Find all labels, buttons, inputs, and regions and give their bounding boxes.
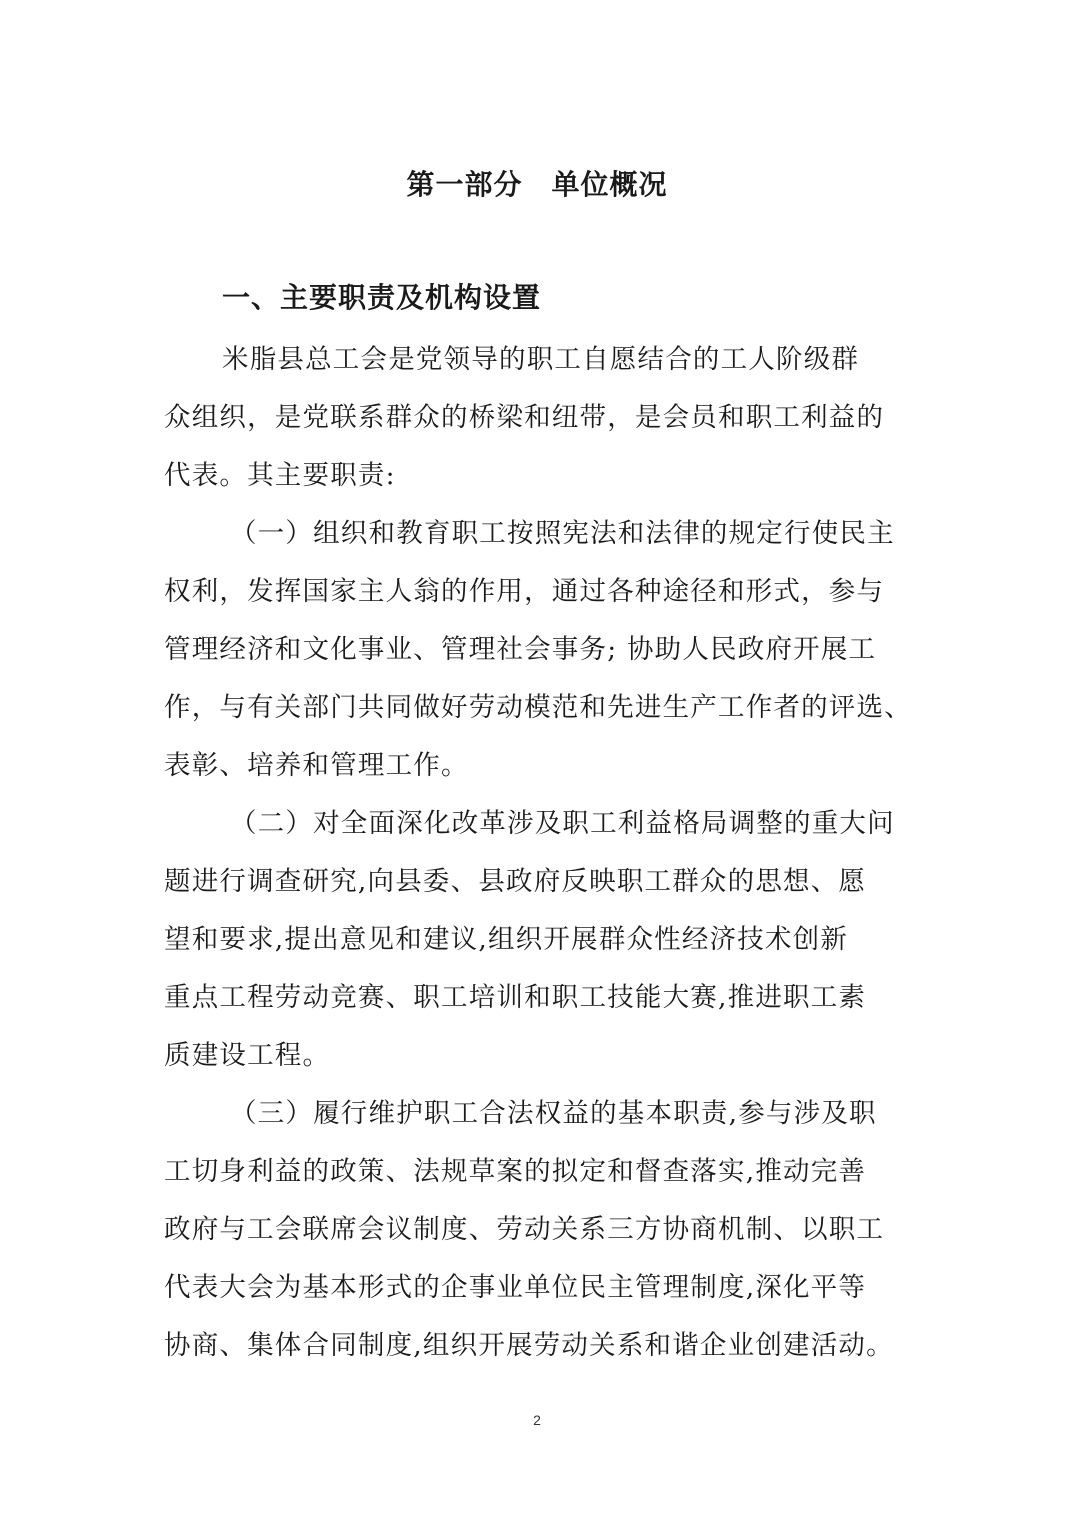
section-heading: 一、主要职责及机构设置: [222, 281, 542, 314]
paragraph-4-line-5: 协商、集体合同制度,组织开展劳动关系和谐企业创建活动。: [164, 1330, 894, 1361]
paragraph-1-line-2: 众组织，是党联系群众的桥梁和纽带，是会员和职工利益的: [164, 402, 885, 433]
paragraph-2-line-4: 作，与有关部门共同做好劳动模范和先进生产工作者的评选、: [164, 692, 912, 723]
paragraph-4-line-4: 代表大会为基本形式的企事业单位民主管理制度,深化平等: [164, 1272, 867, 1303]
paragraph-3-line-3: 望和要求,提出意见和建议,组织开展群众性经济技术创新: [164, 924, 849, 955]
paragraph-3-line-4: 重点工程劳动竞赛、职工培训和职工技能大赛,推进职工素: [164, 982, 867, 1013]
paragraph-3-line-5: 质建设工程。: [164, 1040, 331, 1071]
paragraph-3-line-2: 题进行调查研究,向县委、县政府反映职工群众的思想、愿: [164, 866, 867, 897]
paragraph-1-line-1: 米脂县总工会是党领导的职工自愿结合的工人阶级群: [222, 344, 860, 375]
paragraph-1-line-3: 代表。其主要职责:: [164, 460, 396, 491]
paragraph-2-line-2: 权利，发挥国家主人翁的作用，通过各种途径和形式，参与: [164, 576, 885, 607]
paragraph-3-line-1: （二）对全面深化改革涉及职工利益格局调整的重大问: [230, 808, 895, 839]
paragraph-2-line-3: 管理经济和文化事业、管理社会事务; 协助人民政府开展工: [164, 634, 877, 665]
paragraph-4-line-1: （三）履行维护职工合法权益的基本职责,参与涉及职: [230, 1098, 877, 1129]
page-number: 2: [533, 1412, 541, 1428]
part-title: 第一部分 单位概况: [406, 168, 668, 201]
paragraph-4-line-3: 政府与工会联席会议制度、劳动关系三方协商机制、以职工: [164, 1214, 885, 1245]
paragraph-2-line-1: （一）组织和教育职工按照宪法和法律的规定行使民主: [230, 518, 895, 549]
paragraph-4-line-2: 工切身利益的政策、法规草案的拟定和督查落实,推动完善: [164, 1156, 867, 1187]
paragraph-2-line-5: 表彰、培养和管理工作。: [164, 750, 469, 781]
